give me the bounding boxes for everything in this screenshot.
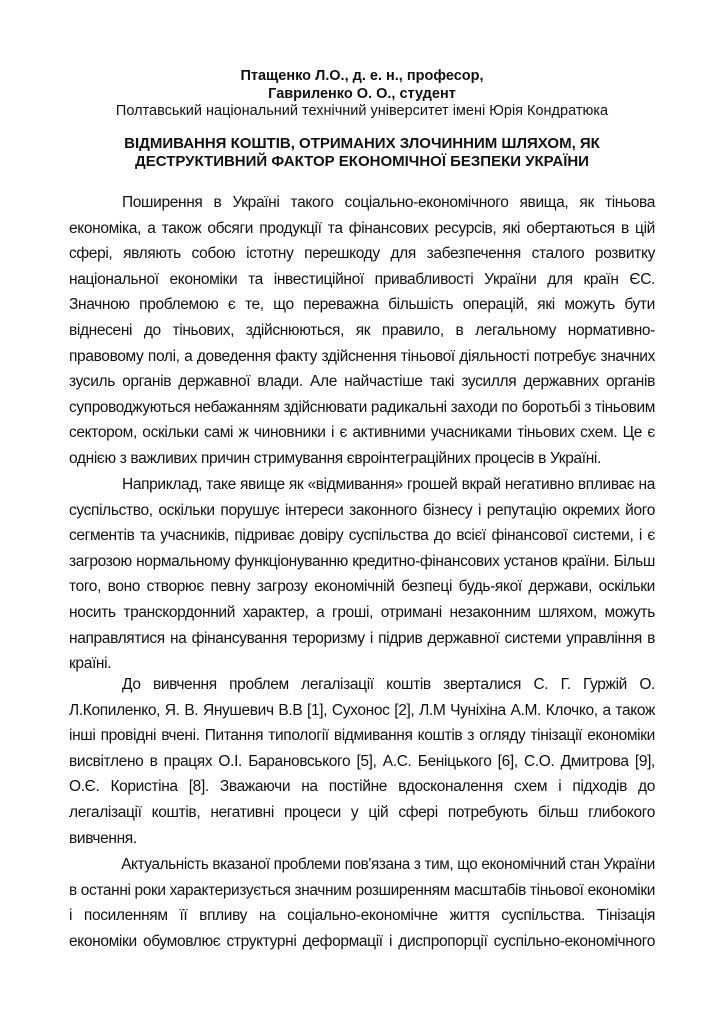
text-line-content: суспільство, оскільки порушує інтереси законного бізнесу і репутацію окремих його: [69, 501, 655, 519]
text-line: [69, 803, 655, 823]
text-line: [69, 295, 655, 315]
text-line-content: Поширення в Україні такого соціально-економічного явища, як тіньова: [122, 194, 655, 211]
text-line: [69, 526, 655, 546]
text-line: [69, 501, 655, 521]
text-line: [69, 577, 655, 597]
text-line-content: направлятися на фінансування тероризму і підрив державної системи управління в: [69, 629, 655, 647]
text-line: [69, 244, 655, 264]
text-line-content: Л.Копиленко, Я. В. Янушевич В.В [1], Сухонос [2], Л.М Чуніхіна А.М. Клочко, а також: [69, 701, 655, 719]
text-line: [69, 654, 655, 674]
text-line: [69, 629, 655, 649]
text-line: [69, 855, 655, 875]
text-line: [69, 777, 655, 797]
text-line-content: віднесені до тіньових, здійснюються, як правило, в легальному нормативно-: [69, 322, 655, 339]
text-line-content: загрозою нормальному функціонуванню кредитно-фінансових установ країни. Більш: [69, 552, 655, 570]
text-line: [69, 219, 655, 239]
text-line-content: вивчення.: [69, 829, 137, 847]
text-line: [69, 193, 655, 213]
author-secondary: Гавриленко О. О., студент: [268, 86, 456, 102]
text-line-content: висвітлено в працях О.І. Барановського [5], А.С. Беніцького [6], С.О. Дмитрова [9],: [69, 752, 655, 770]
text-line: [69, 423, 655, 443]
author-primary: Птащенко Л.О., д. е. н., професор,: [240, 68, 484, 84]
text-line: [69, 372, 655, 392]
text-line-content: того, воно створює певну загрозу економічній безпеці будь-якої держави, оскільки: [69, 578, 655, 596]
text-line: [69, 449, 655, 469]
text-line-content: інші провідні вчені. Питання типології відмивання коштів з огляду тінізації економіки: [69, 727, 655, 745]
text-line-content: Наприклад, таке явище як «відмивання» грошей вкрай негативно впливає на: [122, 476, 655, 493]
text-line: [69, 726, 655, 746]
text-line-content: зусиль органів державної влади. Але найчастіше такі зусилля державних органів: [69, 373, 655, 391]
text-line: [69, 932, 655, 952]
text-line-content: носить транскордонний характер, а гроші, отримані незаконним шляхом, можуть: [69, 604, 655, 621]
paper-title-line-1: ВІДМИВАННЯ КОШТІВ, ОТРИМАНИХ ЗЛОЧИННИМ ШЛЯХОМ, ЯК: [124, 135, 600, 152]
text-line: [69, 398, 655, 418]
text-line: [69, 347, 655, 367]
text-line-content: сегментів та учасників, підриває довіру суспільства до всієї фінансової системи, і є: [69, 527, 655, 545]
text-line: [69, 270, 655, 290]
text-line: [69, 675, 655, 695]
text-line: [69, 701, 655, 721]
text-line-content: Актуальність вказаної проблеми пов'язана з тим, що економічний стан України: [121, 856, 656, 873]
text-line-content: країні.: [69, 655, 112, 673]
text-line-content: і посиленням її впливу на соціально-економічне життя суспільства. Тінізація: [69, 907, 655, 925]
text-line: [69, 881, 655, 901]
text-line-content: в останні роки характеризується значним розширенням масштабів тіньової економіки: [69, 881, 655, 899]
text-line-content: економіки обумовлює структурні деформації і диспропорції суспільно-економічного: [69, 932, 655, 950]
text-line-content: О.Є. Користіна [8]. Зважаючи на постійне вдосконалення схем і підходів до: [69, 778, 655, 796]
text-line-content: економіка, а також обсяги продукції та фінансових ресурсів, які обертаються в цій: [69, 219, 655, 237]
paper-title-line-2: ДЕСТРУКТИВНИЙ ФАКТОР ЕКОНОМІЧНОЇ БЕЗПЕКИ УКРАЇНИ: [135, 153, 589, 170]
text-line: [69, 603, 655, 623]
text-line: [69, 752, 655, 772]
text-line: [69, 552, 655, 572]
text-line-content: сектором, оскільки самі ж чиновники і є активними учасниками тіньових схем. Це є: [69, 424, 655, 442]
text-line: [69, 829, 655, 849]
text-line-content: сфері, являють собою істотну перешкоду для забезпечення сталого розвитку: [69, 245, 655, 263]
text-line: [69, 475, 655, 495]
text-line-content: Значною проблемою є те, що переважна більшість операцій, які можуть бути: [69, 296, 655, 314]
text-line-content: однією з важливих причин стримування євроінтеграційних процесів в Україні.: [69, 450, 601, 467]
text-line-content: До вивчення проблем легалізації коштів зверталися С. Г. Гуржій О.: [122, 676, 655, 693]
text-line-content: правовому полі, а доведення факту здійснення тіньової діяльності потребує значних: [69, 347, 655, 365]
text-line: [69, 321, 655, 341]
text-line: [69, 906, 655, 926]
affiliation: Полтавський національний технічний університет імені Юрія Кондратюка: [115, 103, 609, 119]
text-line-content: національної економіки та інвестиційної привабливості України для країн ЄС.: [69, 270, 655, 288]
text-line-content: супроводжуються небажанням здійснювати радикальні заходи по боротьбі з тіньовим: [69, 398, 655, 416]
text-line-content: легалізації коштів, негативні процеси у цій сфері потребують більш глибокого: [69, 804, 655, 821]
